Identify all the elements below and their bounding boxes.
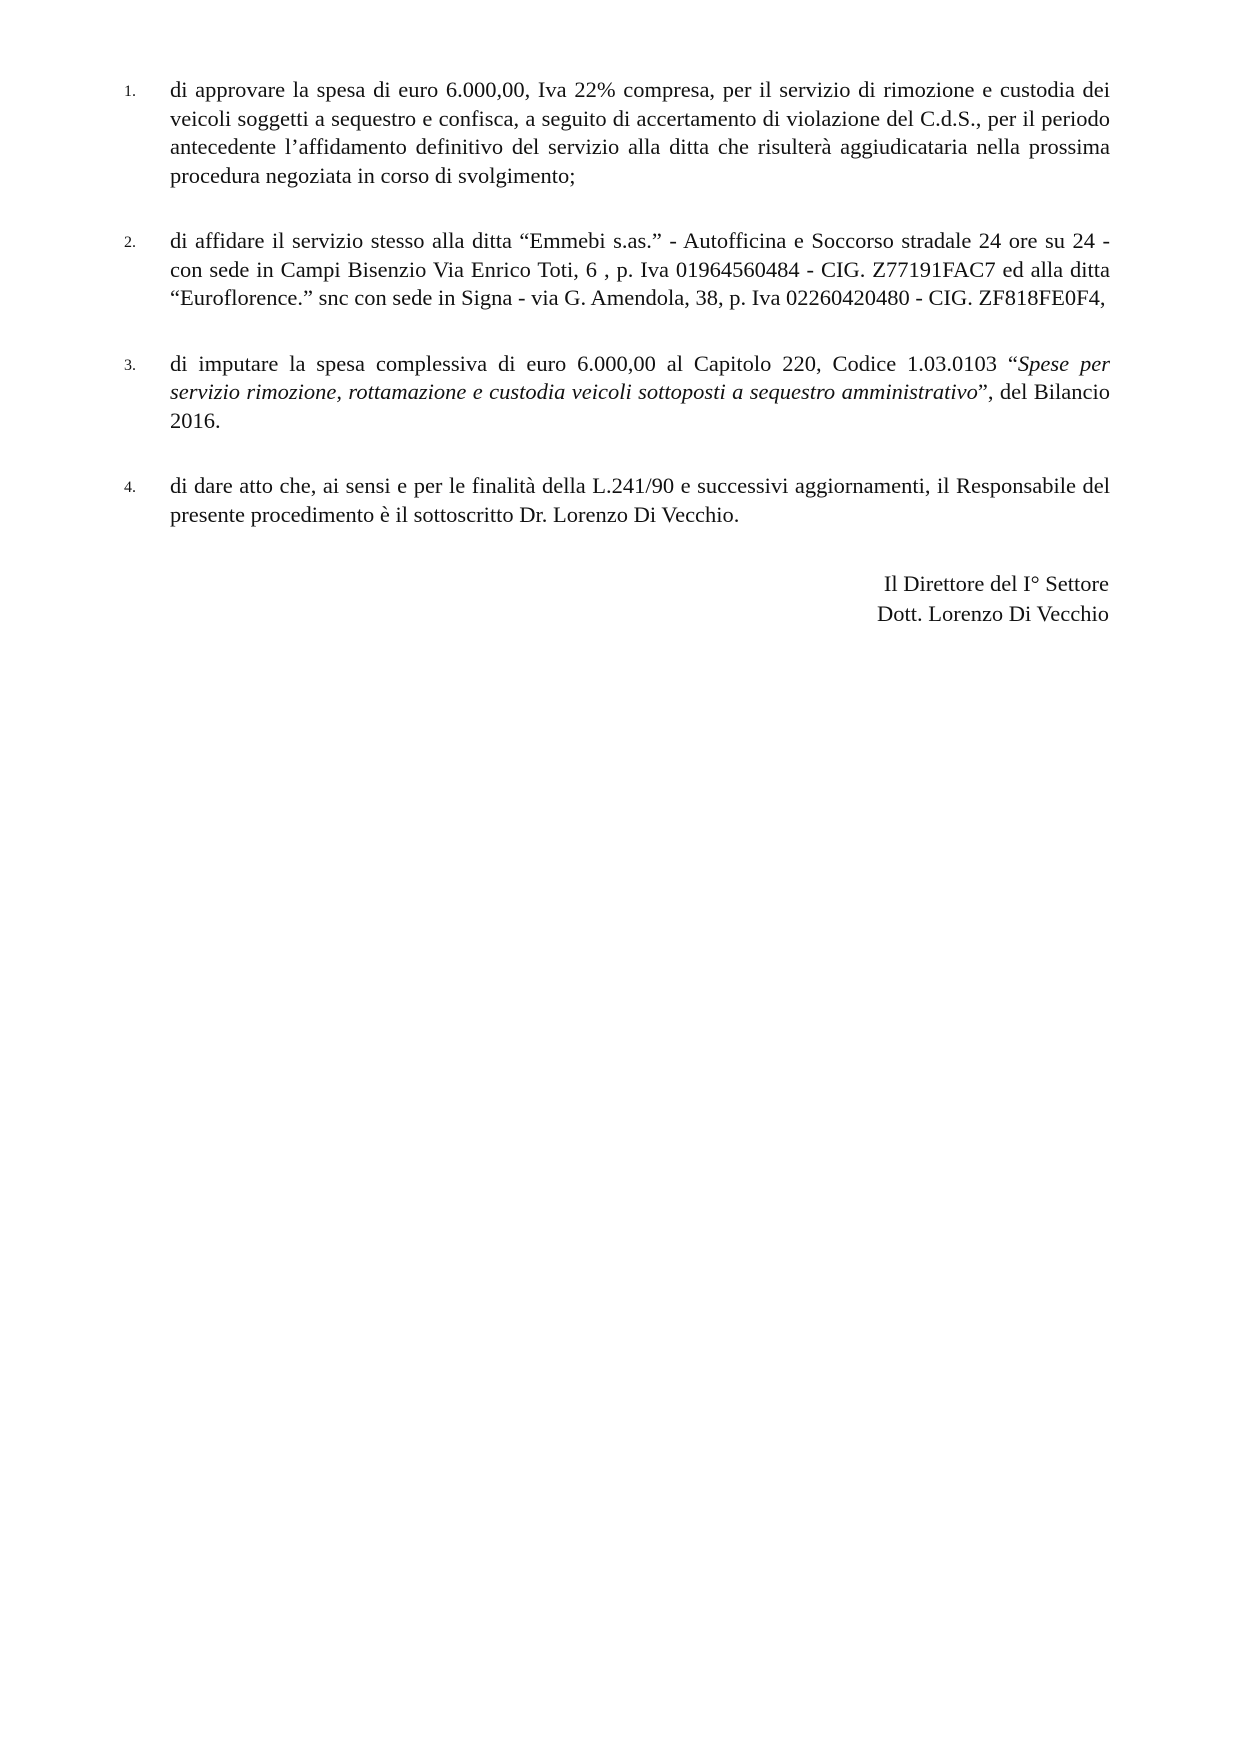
list-item-text [170, 350, 1110, 436]
list-item-4 [124, 472, 1110, 529]
list-item-text-after: ”, del Bilancio 2016. [170, 379, 1110, 433]
list-item-text-before: di imputare la spesa complessiva di euro 6.000,00 al Capitolo 220, Codice 1.03.0103 “ [170, 350, 1018, 376]
list-item-text-italic: Spese per servizio rimozione, rottamazione e custodia veicoli sottoposti a sequestro amministrativo [170, 350, 1110, 404]
list-item-text: di dare atto che, ai sensi e per le finalità della L.241/90 e successivi aggiornamenti, il Responsabile del presente procedimento è il sottoscritto Dr. Lorenzo Di Vecchio. [170, 473, 1110, 527]
list-item-number: 2. [124, 234, 136, 251]
signature-block [877, 569, 1109, 629]
signature-name: Dott. Lorenzo Di Vecchio [876, 601, 1109, 626]
list-item-number: 1. [124, 83, 136, 100]
list-item-number: 4. [124, 479, 136, 496]
list-item-2 [124, 227, 1110, 313]
determination-list [124, 76, 1110, 566]
list-item-1 [124, 76, 1110, 190]
signature-role: Il Direttore del I° Settore [883, 571, 1109, 596]
list-item-number: 3. [124, 356, 136, 374]
list-item-3 [124, 350, 1110, 436]
list-item-text: di approvare la spesa di euro 6.000,00, Iva 22% compresa, per il servizio di rimozione e custodia dei veicoli soggetti a sequestro e confisca, a seguito di accertamento di violazione del C.d.S., per il periodo antecedente l’affidamento definitivo del servizio alla ditta che risulterà aggiudicataria nella prossima procedura negoziata in corso di svolgimento; [170, 77, 1110, 188]
list-item-text: di affidare il servizio stesso alla ditta “Emmebi s.as.” - Autofficina e Soccorso stradale 24 ore su 24 - con sede in Campi Bisenzio Via Enrico Toti, 6 , p. Iva 01964560484 - CIG. Z77191FAC7 ed alla ditta “Euroflorence.” snc con sede in Signa - via G. Amendola, 38, p. Iva 02260420480 - CIG. ZF818FE0F4, [170, 228, 1110, 310]
